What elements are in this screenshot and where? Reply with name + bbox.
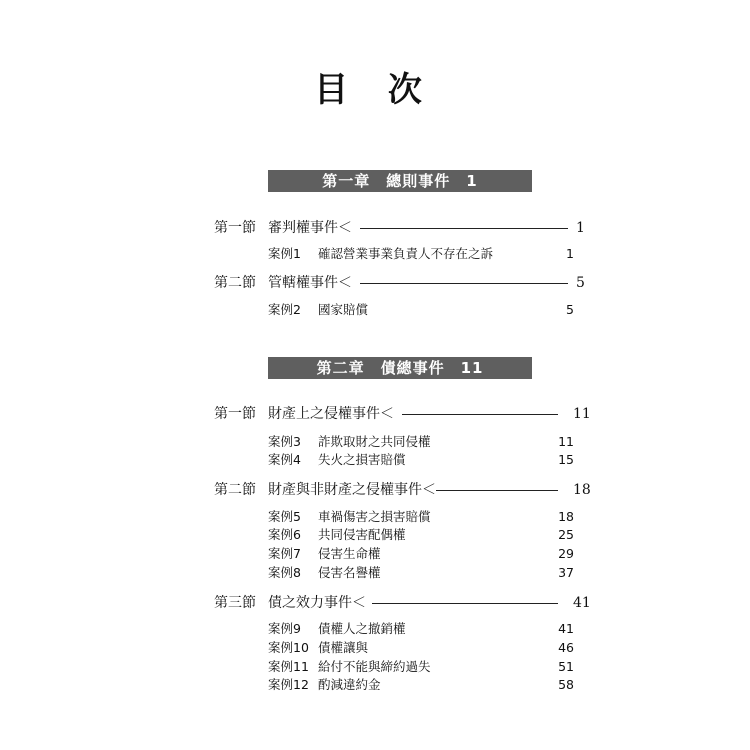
toc-case[interactable] bbox=[268, 246, 574, 262]
case-title: 失火之損害賠償 bbox=[318, 452, 406, 467]
section-number: 第一節 bbox=[214, 406, 256, 422]
case-page: 11 bbox=[558, 434, 574, 449]
leader-line bbox=[360, 283, 568, 284]
case-number: 案例8 bbox=[268, 565, 301, 580]
case-page: 1 bbox=[566, 246, 574, 261]
section-number: 第三節 bbox=[214, 595, 256, 611]
case-title: 侵害生命權 bbox=[318, 546, 381, 561]
toc-section[interactable] bbox=[214, 594, 590, 612]
toc-section[interactable] bbox=[214, 274, 586, 292]
toc-case[interactable] bbox=[268, 302, 574, 318]
section-number: 第二節 bbox=[214, 482, 256, 498]
case-title: 確認營業事業負責人不存在之訴 bbox=[318, 246, 494, 261]
case-page: 37 bbox=[558, 565, 574, 580]
toc-case[interactable] bbox=[268, 434, 574, 450]
section-title: 財產與非財產之侵權事件＜ bbox=[268, 482, 436, 498]
section-page: 5 bbox=[576, 275, 585, 291]
case-title: 車禍傷害之損害賠償 bbox=[318, 509, 431, 524]
toc-case[interactable] bbox=[268, 640, 574, 656]
case-page: 46 bbox=[558, 640, 574, 655]
case-number: 案例12 bbox=[268, 677, 309, 692]
case-number: 案例5 bbox=[268, 509, 301, 524]
case-title: 債權人之撤銷權 bbox=[318, 621, 406, 636]
section-page: 1 bbox=[576, 220, 585, 236]
case-page: 29 bbox=[558, 546, 574, 561]
section-number: 第一節 bbox=[214, 220, 256, 236]
case-page: 58 bbox=[558, 677, 574, 692]
section-title: 管轄權事件＜ bbox=[268, 275, 352, 291]
chapter-2-heading: 第二章 債總事件 11 bbox=[268, 357, 532, 379]
section-title: 財產上之侵權事件＜ bbox=[268, 406, 394, 422]
case-number: 案例3 bbox=[268, 434, 301, 449]
case-page: 5 bbox=[566, 302, 574, 317]
toc-case[interactable] bbox=[268, 546, 574, 562]
case-title: 侵害名譽權 bbox=[318, 565, 381, 580]
case-page: 18 bbox=[558, 509, 574, 524]
page-title: 目 次 bbox=[314, 70, 436, 110]
case-number: 案例2 bbox=[268, 302, 301, 317]
case-title: 債權讓與 bbox=[318, 640, 369, 655]
leader-line bbox=[436, 490, 558, 491]
toc-case[interactable] bbox=[268, 677, 574, 693]
toc-case[interactable] bbox=[268, 527, 574, 543]
section-page: 18 bbox=[573, 482, 591, 498]
case-number: 案例9 bbox=[268, 621, 301, 636]
case-title: 詐欺取財之共同侵權 bbox=[318, 434, 431, 449]
case-title: 國家賠償 bbox=[318, 302, 369, 317]
section-title: 審判權事件＜ bbox=[268, 220, 352, 236]
case-number: 案例11 bbox=[268, 659, 309, 674]
toc-case[interactable] bbox=[268, 452, 574, 468]
case-page: 51 bbox=[558, 659, 574, 674]
section-number: 第二節 bbox=[214, 275, 256, 291]
leader-line bbox=[360, 228, 568, 229]
toc-section[interactable] bbox=[214, 405, 590, 423]
case-page: 15 bbox=[558, 452, 574, 467]
case-page: 41 bbox=[558, 621, 574, 636]
case-number: 案例6 bbox=[268, 527, 301, 542]
section-page: 41 bbox=[573, 595, 591, 611]
case-title: 共同侵害配偶權 bbox=[318, 527, 406, 542]
toc-case[interactable] bbox=[268, 621, 574, 637]
case-number: 案例10 bbox=[268, 640, 309, 655]
section-title: 債之效力事件＜ bbox=[268, 595, 366, 611]
case-number: 案例4 bbox=[268, 452, 301, 467]
case-title: 給付不能與締約過失 bbox=[318, 659, 431, 674]
toc-case[interactable] bbox=[268, 565, 574, 581]
case-title: 酌減違約金 bbox=[318, 677, 381, 692]
case-number: 案例1 bbox=[268, 246, 301, 261]
chapter-1-heading: 第一章 總則事件 1 bbox=[268, 170, 532, 192]
section-page: 11 bbox=[573, 406, 591, 422]
toc-section[interactable] bbox=[214, 481, 590, 499]
toc-case[interactable] bbox=[268, 509, 574, 525]
toc-case[interactable] bbox=[268, 659, 574, 675]
leader-line bbox=[372, 603, 558, 604]
case-page: 25 bbox=[558, 527, 574, 542]
case-number: 案例7 bbox=[268, 546, 301, 561]
toc-section[interactable] bbox=[214, 219, 586, 237]
leader-line bbox=[402, 414, 558, 415]
